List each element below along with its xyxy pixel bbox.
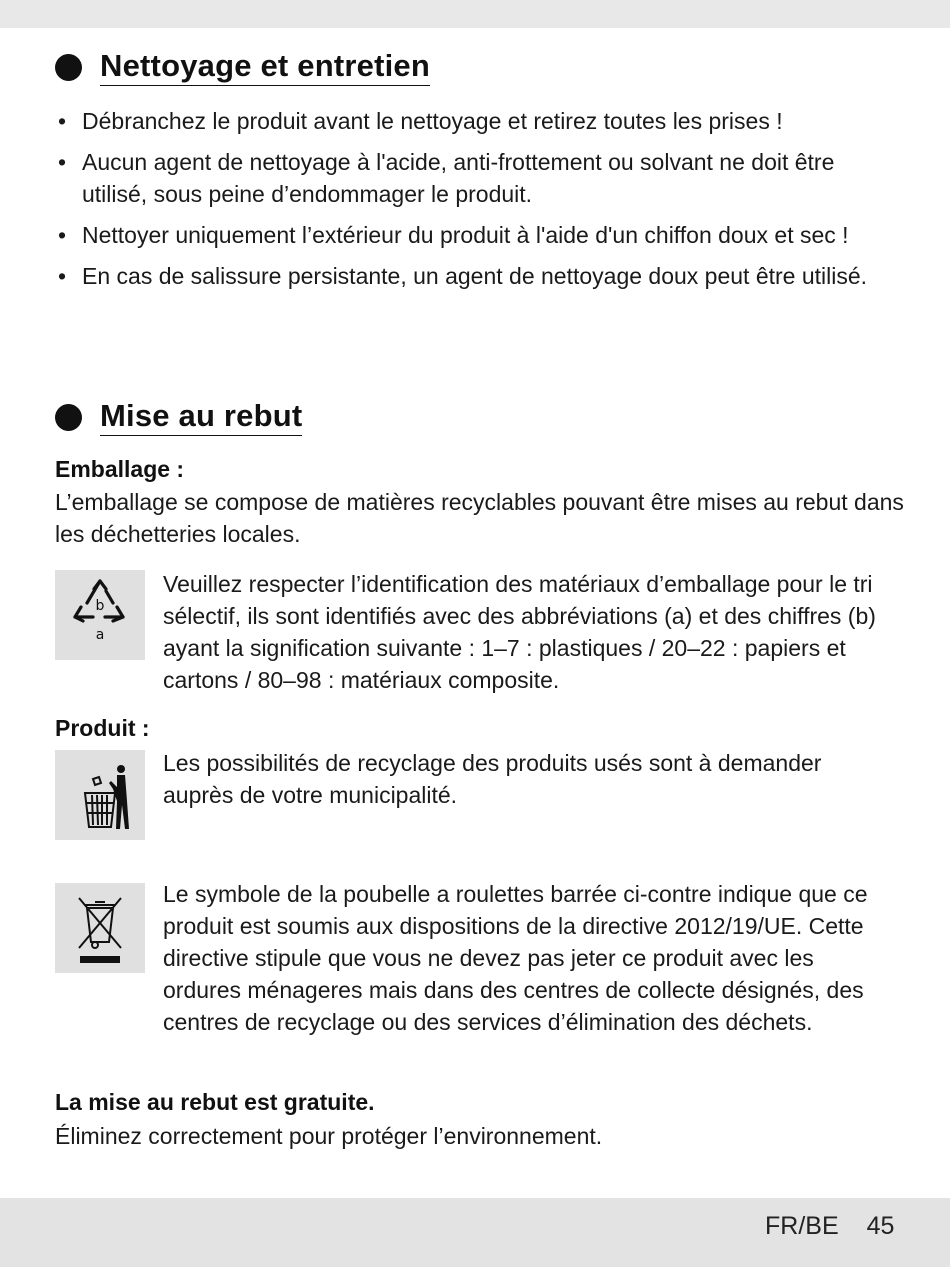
- disposal-heading: Mise au rebut: [100, 400, 302, 436]
- recycle-paragraph: Veuillez respecter l’identification des matériaux d’emballage pour le tri sélectif, ils sont identifiés avec des abbréviations (a) et des chiffres (b) ayant la signification suivante : 1–7 : plastiques / 20–22 : papiers et cartons / 80–98 : matériaux composite.: [163, 571, 876, 693]
- free-disposal-paragraph: Éliminez correctement pour protéger l’environnement.: [55, 1123, 603, 1149]
- section-heading-cleaning: [55, 50, 430, 86]
- top-margin-band: [0, 0, 950, 28]
- packaging-subheading: Emballage :: [55, 456, 185, 482]
- list-item: • En cas de salissure persistante, un agent de nettoyage doux peut être utilisé.: [55, 260, 905, 292]
- list-item: • Débranchez le produit avant le nettoyage et retirez toutes les prises !: [55, 105, 905, 137]
- recycle-label-a: a: [95, 627, 105, 643]
- cleaning-heading: Nettoyage et entretien: [100, 50, 430, 86]
- page-number: 45: [866, 1212, 895, 1240]
- list-item: • Nettoyer uniquement l’extérieur du produit à l'aide d'un chiffon doux et sec !: [55, 219, 905, 251]
- cleaning-list: [55, 105, 905, 301]
- page-footer: [765, 1212, 894, 1241]
- list-item: • Aucun agent de nettoyage à l'acide, anti-frottement ou solvant ne doit être utilisé, sous peine d’endommager le produit.: [55, 146, 905, 210]
- crossed-wheelie-bin-icon: [55, 883, 145, 973]
- section-heading-disposal: [55, 400, 302, 436]
- heading-bullet-dot: [55, 404, 82, 431]
- free-disposal-heading: La mise au rebut est gratuite.: [55, 1089, 375, 1115]
- recycle-label-b: b: [95, 598, 105, 614]
- weee-paragraph: Le symbole de la poubelle a roulettes barrée ci-contre indique que ce produit est soumis aux dispositions de la directive 2012/19/UE. Cette directive stipule que vous ne devez pas jeter ce produit avec les ordures ménageres mais dans des centres de collecte désignés, des centres de recyclage ou des services d’élimination des déchets.: [163, 881, 868, 1035]
- heading-bullet-dot: [55, 54, 82, 81]
- recycling-symbol-icon: [55, 570, 145, 660]
- product-subheading: Produit :: [55, 715, 150, 741]
- footer-locale: FR/BE: [765, 1212, 839, 1240]
- product-paragraph: Les possibilités de recyclage des produits usés sont à demander auprès de votre municipalité.: [163, 750, 822, 808]
- tidyman-bin-icon: [55, 750, 145, 840]
- packaging-paragraph: L’emballage se compose de matières recyclables pouvant être mises au rebut dans les déchetteries locales.: [55, 489, 904, 547]
